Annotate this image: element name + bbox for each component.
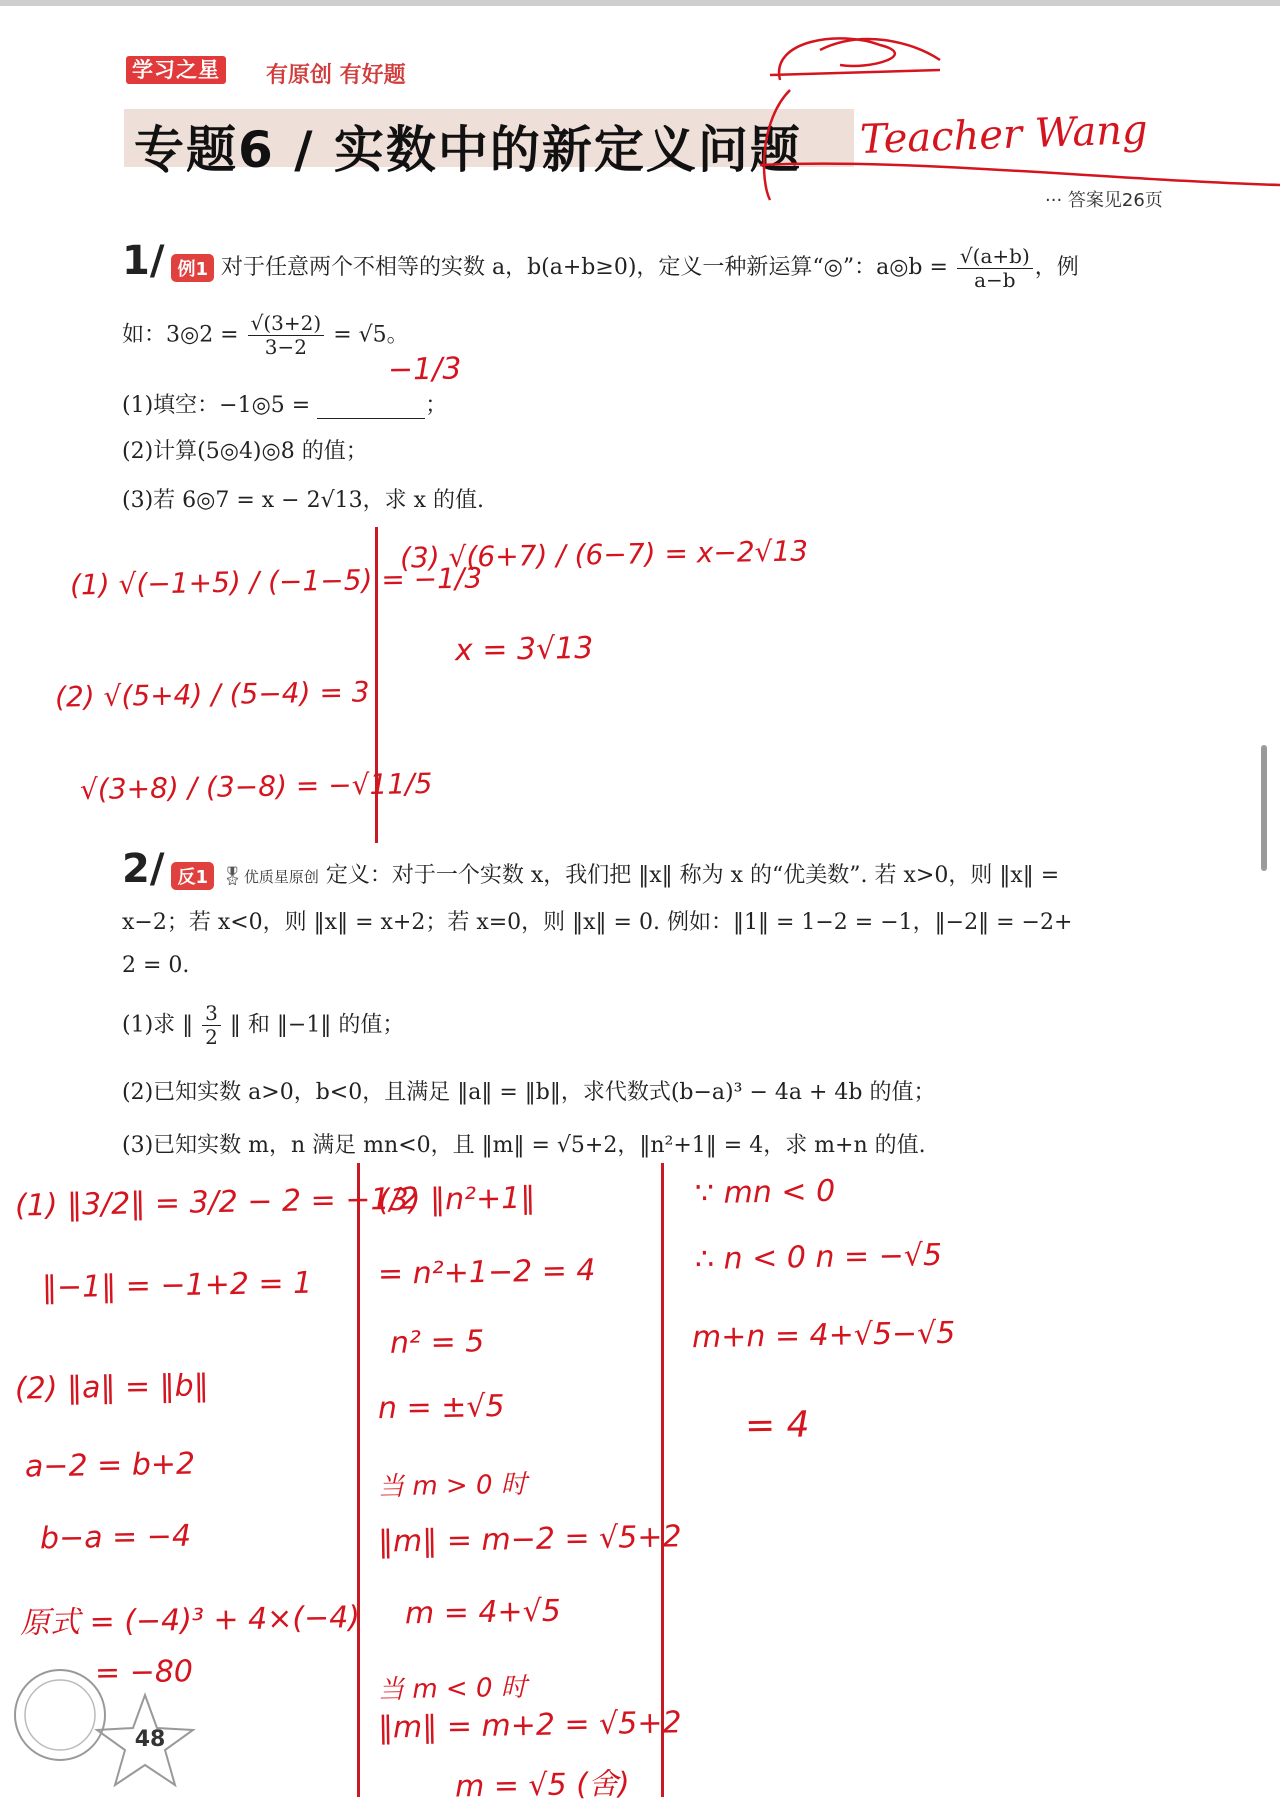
part1-prefix: (1)求 ‖ (122, 1012, 194, 1038)
hw-line: = −80 (94, 1654, 194, 1691)
hw-line: n² = 5 (389, 1324, 485, 1361)
medal-icon: 🎖 (220, 866, 244, 887)
q1-number: 1/ (122, 238, 165, 284)
q2-number: 2/ (122, 846, 165, 892)
hw-line: = 4 (744, 1404, 810, 1447)
q2-line2: x−2；若 x<0，则 ‖x‖ = x+2；若 x=0，则 ‖x‖ = 0. 例如：‖1‖ = 1−2 = −1，‖−2‖ = −2+ (122, 910, 1073, 935)
hw-line: ∵ mn < 0 (694, 1173, 836, 1212)
hw-line: 当 m > 0 时 (377, 1469, 528, 1503)
part1-fraction (202, 1002, 221, 1049)
page-number: 48 (134, 1727, 166, 1752)
q1-part2: (2)计算(5◎4)◎8 的值； (122, 439, 368, 464)
q2-part2: (2)已知实数 a>0，b<0，且满足 ‖a‖ = ‖b‖，求代数式(b−a)³ − 4a + 4b 的值； (122, 1080, 936, 1105)
hw-line: ‖−1‖ = −1+2 = 1 (41, 1265, 313, 1306)
q1-definition-fraction (957, 245, 1033, 292)
q1-example (122, 312, 409, 359)
hw-q1-answer3b: x = 3√13 (454, 630, 594, 669)
q2-part1 (122, 1002, 404, 1049)
hw-line: ‖m‖ = m+2 = √5+2 (377, 1705, 682, 1746)
part1-prefix: (1)填空：−1◎5 = (122, 393, 311, 418)
hw-line: (1) ‖3/2‖ = 3/2 − 2 = −1/2 (14, 1181, 420, 1224)
hw-q1-blank-answer: −1/3 (387, 351, 462, 388)
divider-line (661, 1163, 664, 1797)
example-prefix: 如：3◎2 = (122, 322, 239, 348)
q2-line3: 2 = 0. (122, 953, 190, 978)
hw-q1-answer1: (1) √(−1+5) / (−1−5) = −1/3 (69, 561, 483, 602)
hw-line: = n²+1−2 = 4 (377, 1253, 596, 1292)
fraction-numerator: √(3+2) (248, 312, 325, 336)
hw-line: ∴ n < 0 n = −√5 (694, 1237, 943, 1278)
hw-line: (2) ‖a‖ = ‖b‖ (14, 1368, 209, 1407)
q1-tag: 例1 (171, 254, 214, 282)
hw-line: m = √5 (舍) (454, 1766, 630, 1805)
fraction-denominator: a−b (974, 267, 1016, 292)
answer-reference: ··· 答案见26页 (1045, 190, 1163, 211)
brand-logo: 学习之星 (126, 56, 226, 84)
signature-text: Teacher Wang (859, 106, 1149, 164)
q2-part3: (3)已知实数 m，n 满足 mn<0，且 ‖m‖ = √5+2，‖n²+1‖ = 4，求 m+n 的值. (122, 1133, 926, 1158)
hw-line: m = 4+√5 (404, 1593, 562, 1632)
part1-suffix: ‖ 和 ‖−1‖ 的值； (229, 1012, 405, 1038)
fraction-numerator: √(a+b) (957, 245, 1033, 269)
hw-line: 原式 = (−4)³ + 4×(−4) (19, 1600, 361, 1641)
hw-line: m+n = 4+√5−√5 (691, 1315, 956, 1356)
q1-stem-line (122, 238, 1079, 292)
brand-tagline: 有原创 有好题 (266, 63, 406, 88)
hw-line: ‖m‖ = m−2 = √5+2 (377, 1519, 682, 1560)
fraction-denominator: 2 (205, 1025, 218, 1049)
hw-line: n = ±√5 (377, 1388, 505, 1427)
example-suffix: = √5。 (333, 322, 409, 348)
q2-tag: 反1 (171, 862, 214, 890)
part1-suffix: ； (425, 393, 448, 418)
hw-line: 当 m < 0 时 (377, 1672, 528, 1706)
hw-line: a−2 = b+2 (24, 1446, 196, 1485)
hw-line: (3) ‖n²+1‖ (377, 1180, 536, 1219)
divider-line (357, 1163, 360, 1797)
hw-line: b−a = −4 (39, 1518, 192, 1557)
example-fraction (248, 312, 325, 359)
page-title: 专题6 / 实数中的新定义问题 (134, 121, 802, 179)
hw-q1-answer3a: (3) √(6+7) / (6−7) = x−2√13 (399, 534, 809, 575)
fraction-numerator: 3 (202, 1002, 221, 1026)
q1-part1 (122, 388, 447, 419)
scrollbar[interactable] (1261, 745, 1267, 871)
q2-definition: 定义：对于一个实数 x，我们把 ‖x‖ 称为 x 的“优美数”. 若 x>0，则 ‖x‖ = (325, 863, 1060, 888)
hw-q1-answer2a: (2) √(5+4) / (5−4) = 3 (54, 675, 370, 714)
q1-part3: (3)若 6◎7 = x − 2√13，求 x 的值. (122, 488, 484, 513)
answer-blank (317, 396, 425, 419)
fraction-denominator: 3−2 (264, 335, 308, 359)
q2-line1 (122, 846, 1059, 892)
q2-source: 优质星原创 (243, 868, 319, 886)
top-bar (0, 0, 1280, 6)
q1-stem: 对于任意两个不相等的实数 a，b(a+b≥0)，定义一种新运算“◎”：a◎b = (220, 255, 948, 280)
q1-stem-end: ，例 (1034, 255, 1079, 280)
hw-q1-answer2b: √(3+8) / (3−8) = −√11/5 (79, 766, 433, 807)
